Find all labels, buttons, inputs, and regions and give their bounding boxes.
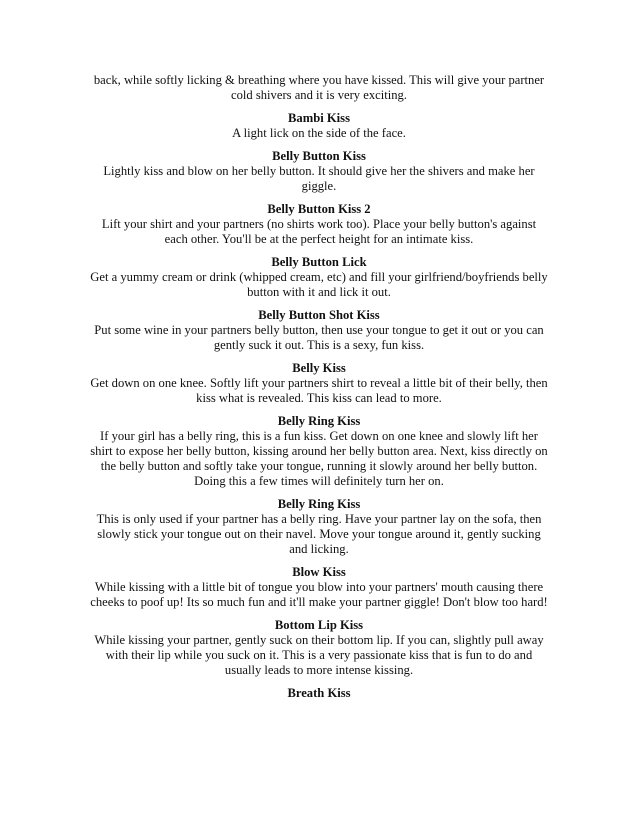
- entry-body: While kissing your partner, gently suck on their bottom lip. If you can, slightly pull away with their lip while you suck on it. This is a very passionate kiss that is fun to do and usually leads to more intense kissing.: [94, 633, 544, 677]
- entry-belly-button-kiss-2: [90, 202, 548, 247]
- entry-bambi-kiss: [90, 111, 548, 141]
- entry-title: Belly Ring Kiss: [277, 414, 361, 428]
- entry-body: Lift your shirt and your partners (no shirts work too). Place your belly button's against each other. You'll be at the perfect height for an intimate kiss.: [101, 217, 537, 246]
- entry-title: Bottom Lip Kiss: [274, 618, 364, 632]
- entry-title: Belly Ring Kiss: [277, 497, 361, 511]
- entry-body: A light lick on the side of the face.: [232, 126, 406, 140]
- document-content: [90, 73, 548, 701]
- entry-title-breath-kiss: Breath Kiss: [287, 686, 351, 700]
- lead-paragraph: back, while softly licking & breathing where you have kissed. This will give your partner cold shivers and it is very exciting.: [93, 73, 545, 102]
- entry-body: Get a yummy cream or drink (whipped cream, etc) and fill your girlfriend/boyfriends belly button with it and lick it out.: [90, 270, 548, 299]
- entry-body: Get down on one knee. Softly lift your partners shirt to reveal a little bit of their belly, then kiss what is revealed. This kiss can lead to more.: [90, 376, 548, 405]
- entry-body: While kissing with a little bit of tongue you blow into your partners' mouth causing there cheeks to poof up! Its so much fun and it'll make your partner giggle! Don't blow too hard!: [90, 580, 548, 609]
- entry-title: Blow Kiss: [292, 565, 346, 579]
- entry-title: Belly Button Kiss 2: [267, 202, 371, 216]
- entry-belly-kiss: [90, 361, 548, 406]
- entry-belly-ring-kiss-1: [90, 414, 548, 489]
- entry-blow-kiss: [90, 565, 548, 610]
- entry-title: Belly Button Kiss: [272, 149, 366, 163]
- entry-bottom-lip-kiss: [90, 618, 548, 678]
- entry-title: Bambi Kiss: [288, 111, 350, 125]
- entry-belly-button-kiss: [90, 149, 548, 194]
- entry-body: If your girl has a belly ring, this is a fun kiss. Get down on one knee and slowly lift her shirt to expose her belly button, kissing around her belly button area. Next, kiss directly on the belly button and softly take your tongue, running it slowly around her belly button. Doing this a few times will definitely turn her on.: [90, 429, 548, 488]
- entry-title: Belly Button Lick: [271, 255, 367, 269]
- entry-belly-button-shot-kiss: [90, 308, 548, 353]
- entry-title: Belly Button Shot Kiss: [258, 308, 380, 322]
- entry-belly-ring-kiss-2: [90, 497, 548, 557]
- entry-title: Belly Kiss: [292, 361, 346, 375]
- entry-body: Put some wine in your partners belly button, then use your tongue to get it out or you can gently suck it out. This is a sexy, fun kiss.: [94, 323, 544, 352]
- entry-body: This is only used if your partner has a belly ring. Have your partner lay on the sofa, then slowly stick your tongue out on their navel. Move your tongue around it, gently sucking and licking.: [96, 512, 542, 556]
- entry-body: Lightly kiss and blow on her belly button. It should give her the shivers and make her giggle.: [103, 164, 535, 193]
- entry-belly-button-lick: [90, 255, 548, 300]
